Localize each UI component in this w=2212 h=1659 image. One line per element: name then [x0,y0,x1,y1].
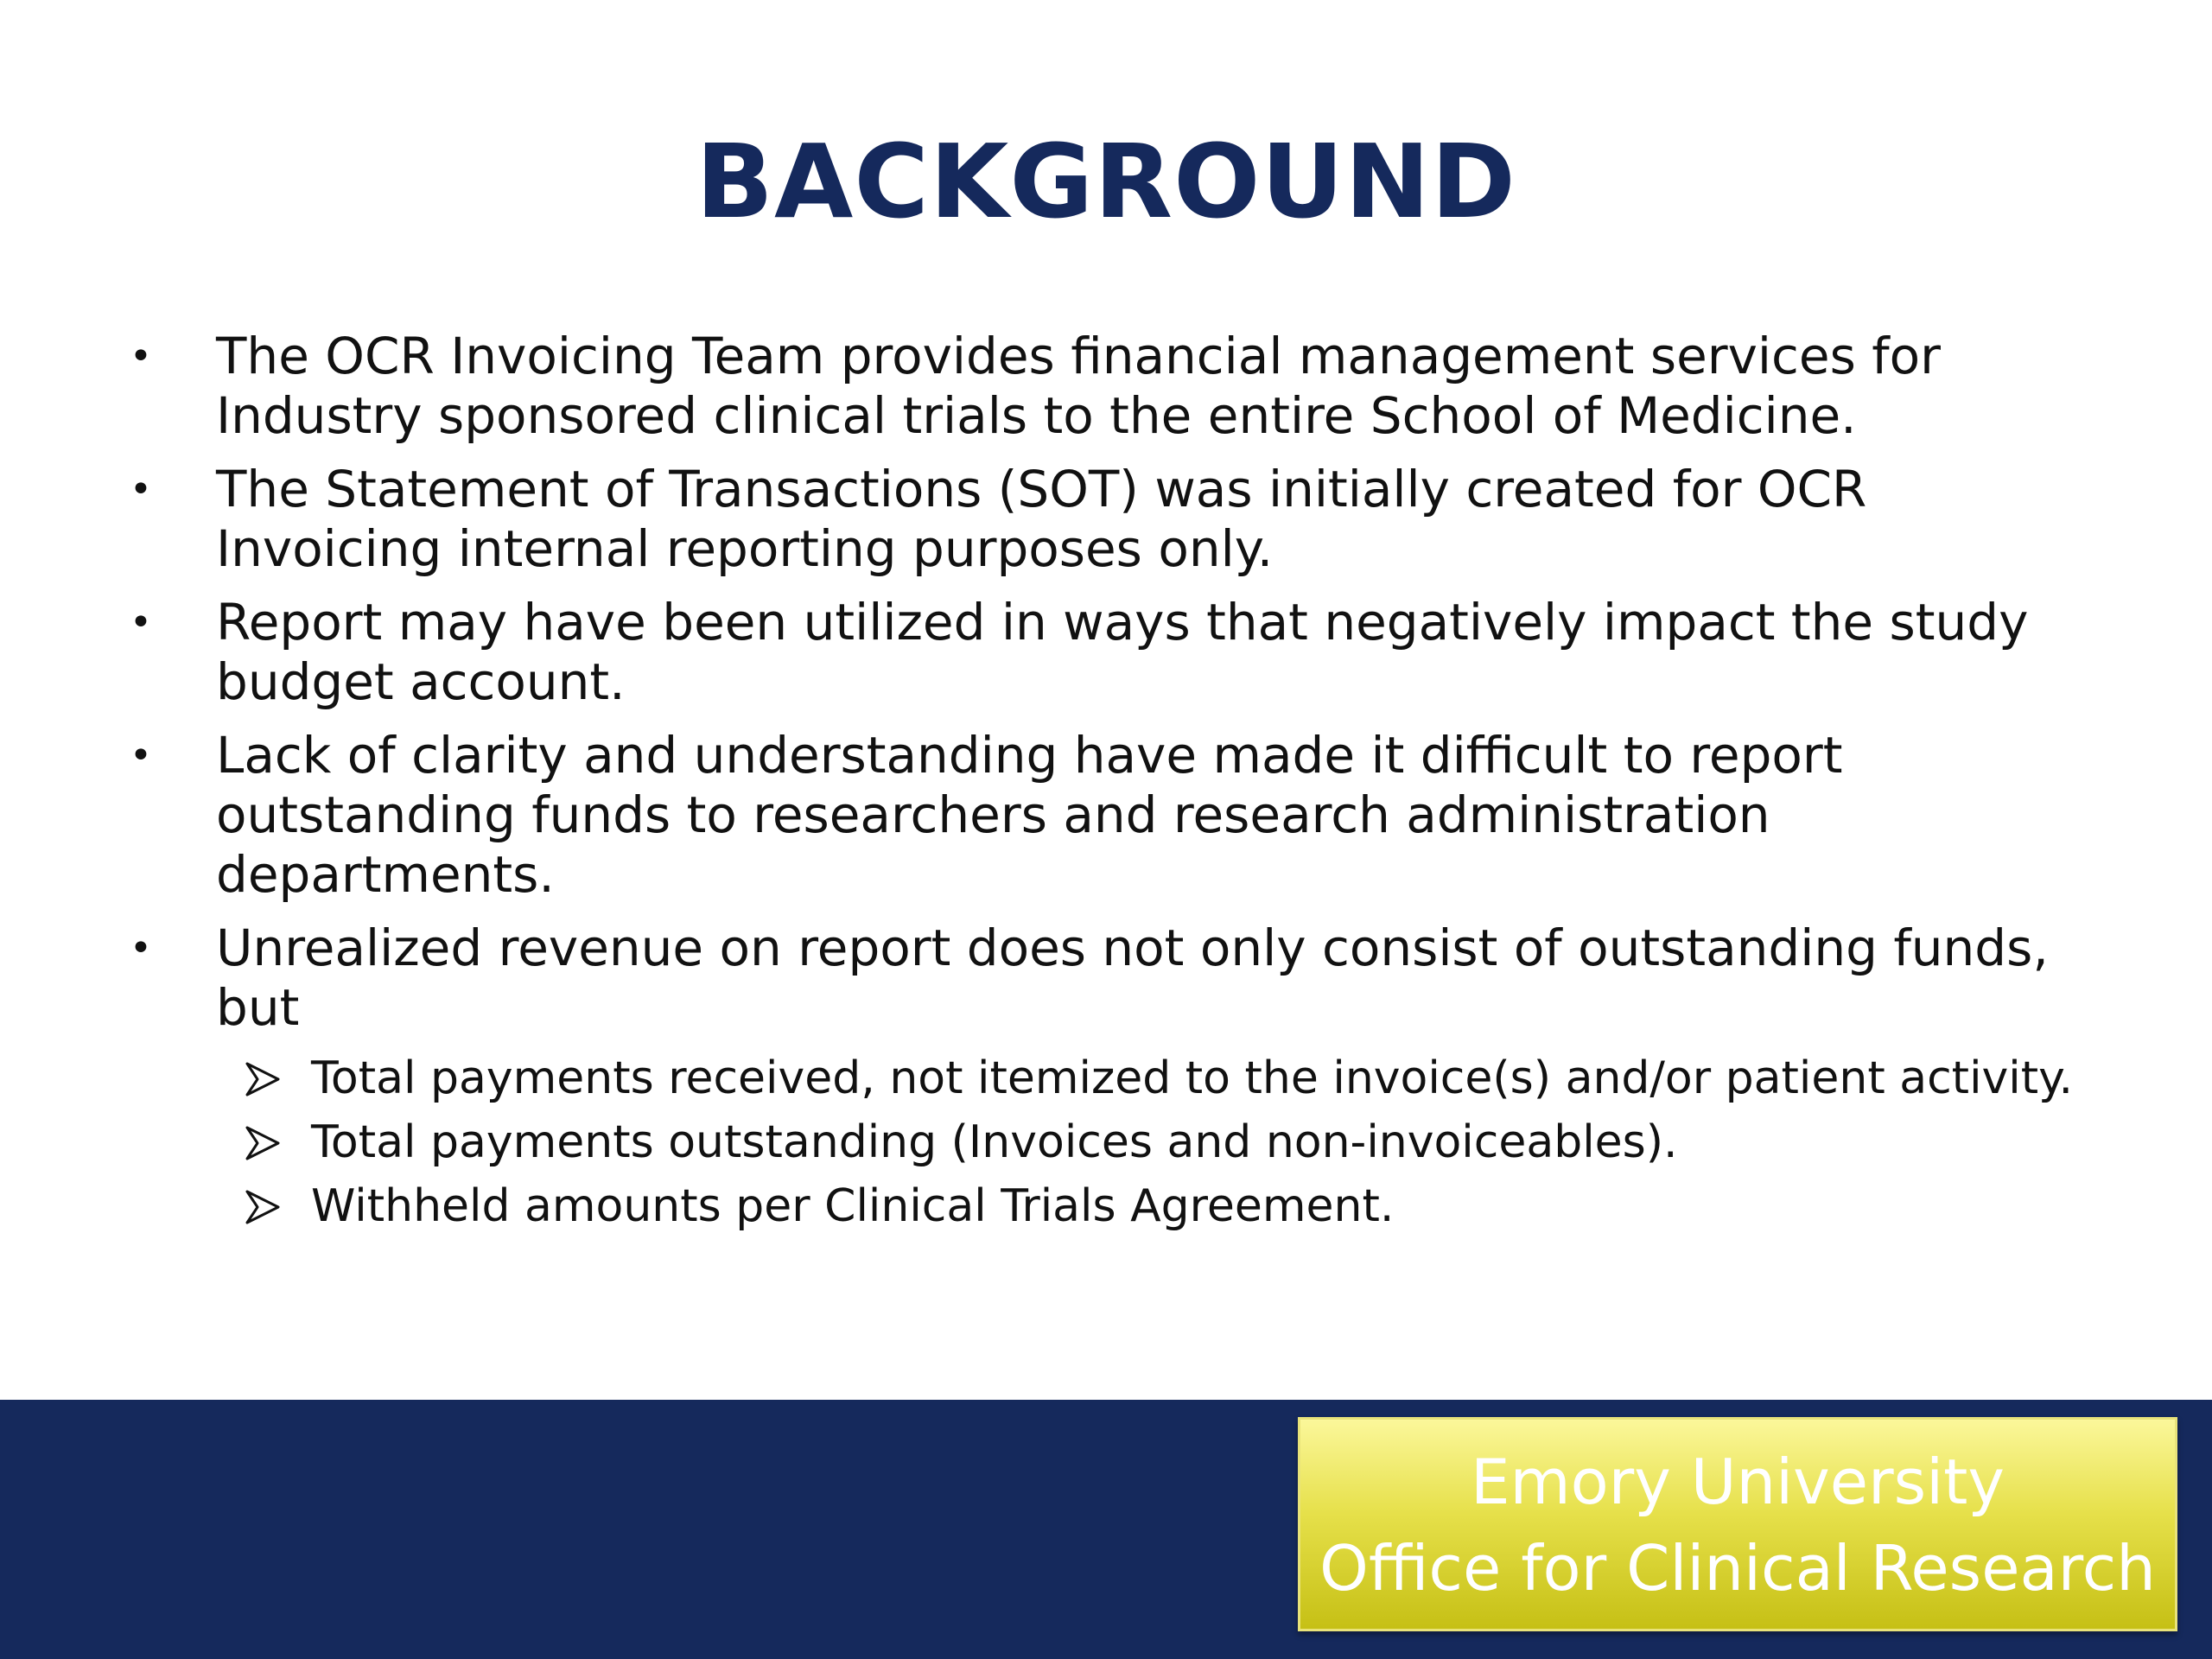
sub-bullet-text: Total payments received, not itemized to the invoice(s) and/or patient activity. [311,1052,2074,1104]
bullet-glyph: • [130,601,152,645]
sub-bullet-text: Total payments outstanding (Invoices and non-invoiceables). [311,1116,1678,1168]
bullet-glyph: • [130,734,152,778]
bullet-text: Unrealized revenue on report does not only consist of outstanding funds, but [216,918,2049,1037]
brand-office: Office for Clinical Research [1319,1532,2156,1605]
bullet-text: Lack of clarity and understanding have made it difficult to report outstanding funds to researchers and research administration departments. [216,726,1843,904]
bullet-text: The OCR Invoicing Team provides financial management services for Industry sponsored clinical trials to the entire School of Medicine. [216,327,1942,445]
sub-bullet-list [130,1052,2100,1233]
bullet-list [130,327,2100,1243]
arrowhead-icon [242,1122,283,1164]
brand-box [1298,1417,2177,1631]
sub-bullet-item [242,1052,2100,1105]
arrowhead-icon [242,1058,283,1100]
bullet-item [130,460,2100,579]
bullet-glyph: • [130,334,152,378]
bullet-item [130,327,2100,446]
sub-bullet-item [242,1116,2100,1169]
arrowhead-icon [242,1186,283,1228]
bullet-item [130,593,2100,712]
sub-bullet-text: Withheld amounts per Clinical Trials Agreement. [311,1180,1395,1232]
bullet-item [130,918,2100,1038]
slide-title: BACKGROUND [696,122,1516,241]
brand-university: Emory University [1471,1446,2005,1518]
bullet-item [130,726,2100,905]
bullet-text: The Statement of Transactions (SOT) was initially created for OCR Invoicing internal reporting purposes only. [216,460,1867,578]
bullet-glyph: • [130,467,152,512]
bullet-text: Report may have been utilized in ways that negatively impact the study budget account. [216,593,2029,711]
bullet-glyph: • [130,926,152,970]
sub-bullet-item [242,1179,2100,1233]
